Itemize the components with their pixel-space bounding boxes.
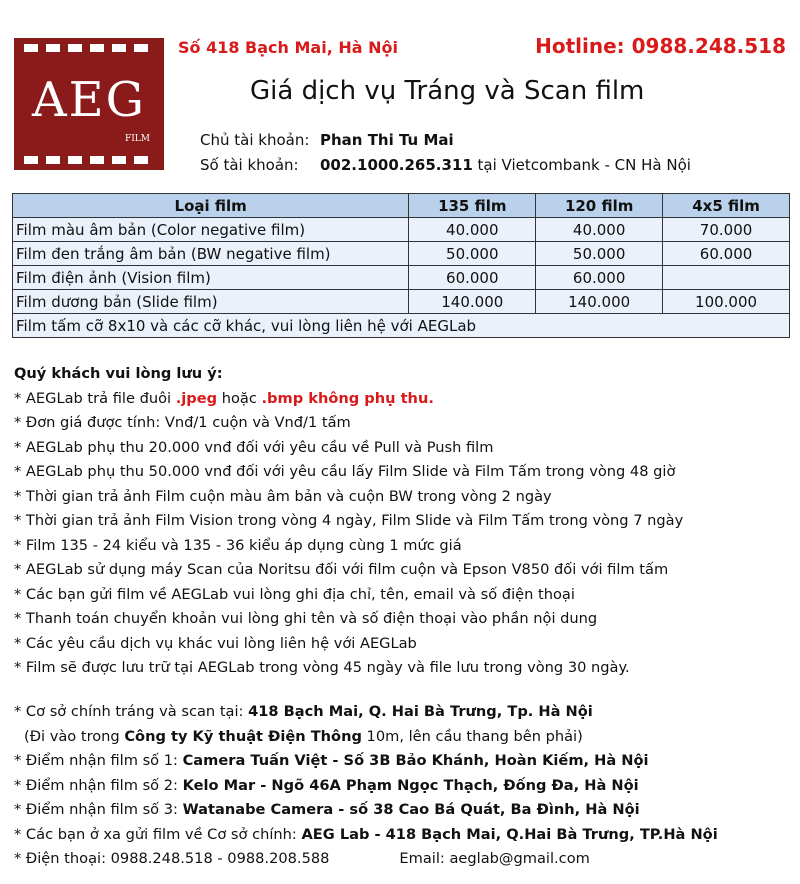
table-row — [13, 218, 790, 242]
note-item: * AEGLab sử dụng máy Scan của Noritsu đối với film cuộn và Epson V850 đối với film tấm — [14, 561, 669, 578]
table-row — [13, 242, 790, 266]
price-cell: 60.000 — [409, 266, 536, 290]
film-strip-top — [24, 44, 154, 52]
header-film-type: Loại film — [13, 194, 409, 218]
note-item: * AEGLab phụ thu 20.000 vnđ đối với yêu cầu về Pull và Push film — [14, 438, 494, 456]
aeg-logo — [14, 38, 164, 170]
row-label: Film điện ảnh (Vision film) — [13, 266, 409, 290]
header-135: 135 film — [409, 194, 536, 218]
price-table — [12, 193, 790, 338]
table-row — [13, 266, 790, 290]
notes-heading: Quý khách vui lòng lưu ý: — [14, 365, 223, 382]
account-number-label: Số tài khoản: — [200, 156, 299, 174]
price-cell: 60.000 — [663, 242, 790, 266]
film-strip-bottom — [24, 156, 154, 164]
note-item: * Các yêu cầu dịch vụ khác vui lòng liên hệ với AEGLab — [14, 634, 417, 652]
row-label: Film màu âm bản (Color negative film) — [13, 218, 409, 242]
price-cell: 70.000 — [663, 218, 790, 242]
account-holder-label: Chủ tài khoản: — [200, 131, 310, 149]
pickup-point-2: * Điểm nhận film số 2: Kelo Mar - Ngõ 46A Phạm Ngọc Thạch, Đống Đa, Hà Nội — [14, 776, 639, 794]
address: Số 418 Bạch Mai, Hà Nội — [178, 38, 398, 57]
page-title: Giá dịch vụ Tráng và Scan film — [250, 76, 645, 106]
header-4x5: 4x5 film — [663, 194, 790, 218]
remote-shipping: * Các bạn ở xa gửi film về Cơ sở chính: AEG Lab - 418 Bạch Mai, Q.Hai Bà Trưng, TP.Hà Nội — [14, 825, 718, 843]
email: Email: aeglab@gmail.com — [399, 850, 590, 867]
account-number: 002.1000.265.311 — [320, 156, 473, 174]
price-cell: 40.000 — [409, 218, 536, 242]
locations-section — [14, 700, 718, 872]
price-cell: 50.000 — [536, 242, 663, 266]
note-item: * Film sẽ được lưu trữ tại AEGLab trong vòng 45 ngày và file lưu trong vòng 30 ngày. — [14, 659, 630, 676]
logo-subtext: FILM — [125, 134, 150, 144]
row-label: Film dương bản (Slide film) — [13, 290, 409, 314]
pickup-point-1: * Điểm nhận film số 1: Camera Tuấn Việt - Số 3B Bảo Khánh, Hoàn Kiếm, Hà Nội — [14, 752, 649, 769]
table-footer-row — [13, 314, 790, 338]
hotline: Hotline: 0988.248.518 — [535, 34, 786, 58]
note-item: * Các bạn gửi film về AEGLab vui lòng ghi địa chỉ, tên, email và số điện thoại — [14, 585, 575, 603]
phone: * Điện thoại: 0988.248.518 - 0988.208.588 — [14, 850, 330, 867]
note-item: * Đơn giá được tính: Vnđ/1 cuộn và Vnđ/1 tấm — [14, 414, 351, 431]
main-location: * Cơ sở chính tráng và scan tại: 418 Bạch Mai, Q. Hai Bà Trưng, Tp. Hà Nội — [14, 703, 593, 720]
note-item: * Film 135 - 24 kiểu và 135 - 36 kiểu áp dụng cùng 1 mức giá — [14, 536, 462, 554]
price-cell: 100.000 — [663, 290, 790, 314]
table-row — [13, 290, 790, 314]
price-cell: 40.000 — [536, 218, 663, 242]
note-item: * Thanh toán chuyển khoản vui lòng ghi tên và số điện thoại vào phần nội dung — [14, 610, 598, 627]
price-cell: 140.000 — [536, 290, 663, 314]
account-number-line — [200, 156, 691, 174]
header-120: 120 film — [536, 194, 663, 218]
price-cell — [663, 266, 790, 290]
account-bank: tại Vietcombank - CN Hà Nội — [472, 156, 691, 174]
main-location-directions: (Đi vào trong Công ty Kỹ thuật Điện Thông 10m, lên cầu thang bên phải) — [24, 727, 583, 745]
note-file-format: * AEGLab trả file đuôi .jpeg hoặc .bmp không phụ thu. — [14, 389, 434, 407]
account-holder-line — [200, 131, 454, 149]
notes-section — [14, 362, 683, 681]
account-holder: Phan Thi Tu Mai — [320, 131, 454, 149]
table-header-row — [13, 194, 790, 218]
table-footer-note: Film tấm cỡ 8x10 và các cỡ khác, vui lòng liên hệ với AEGLab — [13, 314, 790, 338]
logo-text: AEG — [31, 72, 147, 128]
price-cell: 140.000 — [409, 290, 536, 314]
row-label: Film đen trắng âm bản (BW negative film) — [13, 242, 409, 266]
note-item: * Thời gian trả ảnh Film cuộn màu âm bản và cuộn BW trong vòng 2 ngày — [14, 487, 552, 505]
contact-line — [14, 847, 718, 872]
price-cell: 60.000 — [536, 266, 663, 290]
note-item: * Thời gian trả ảnh Film Vision trong vòng 4 ngày, Film Slide và Film Tấm trong vòng 7 ngày — [14, 512, 684, 529]
note-item: * AEGLab phụ thu 50.000 vnđ đối với yêu cầu lấy Film Slide và Film Tấm trong vòng 48 giờ — [14, 463, 676, 480]
price-cell: 50.000 — [409, 242, 536, 266]
pickup-point-3: * Điểm nhận film số 3: Watanabe Camera - số 38 Cao Bá Quát, Ba Đình, Hà Nội — [14, 801, 640, 818]
